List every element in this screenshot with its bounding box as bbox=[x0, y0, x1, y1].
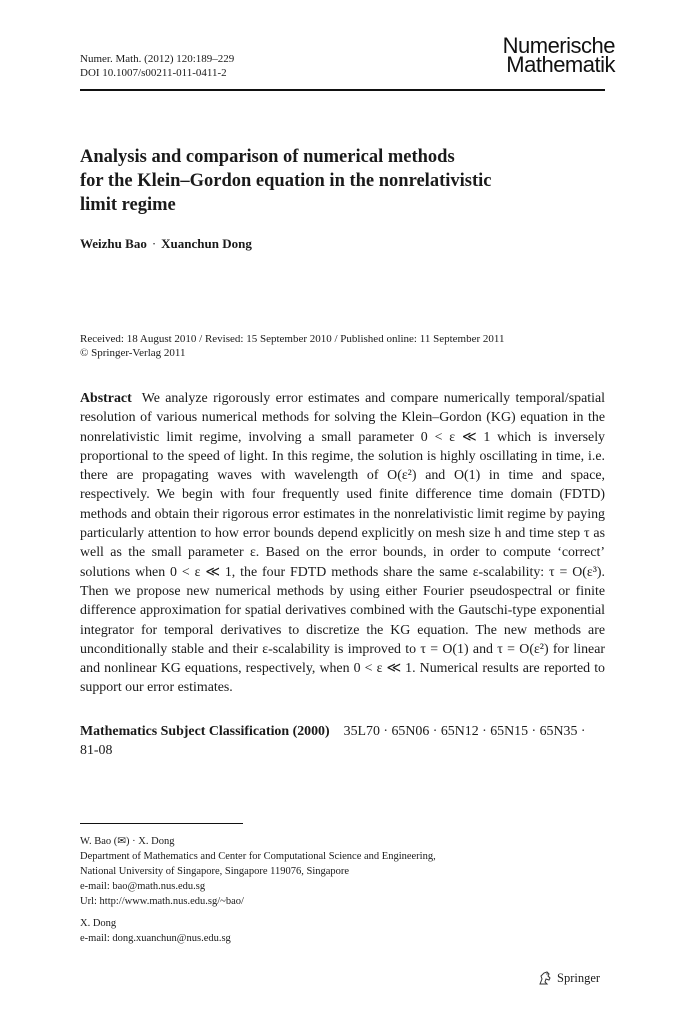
dates-line: Received: 18 August 2010 / Revised: 15 September 2010 / Published online: 11 September 2011 bbox=[80, 333, 505, 345]
author-affiliations bbox=[80, 834, 605, 946]
journal-logo-line1: Numerische bbox=[502, 33, 615, 58]
copyright-line: © Springer-Verlag 2011 bbox=[80, 347, 186, 359]
footnote-email[interactable]: e-mail: dong.xuanchun@nus.edu.sg bbox=[80, 933, 231, 944]
msc-codes: 35L70 · 65N06 · 65N12 · 65N15 · 65N35 · 81-08 bbox=[80, 724, 586, 759]
abstract bbox=[80, 389, 605, 698]
publisher-name: Springer bbox=[557, 970, 601, 985]
paper-title bbox=[80, 145, 605, 217]
journal-logo-line2: Mathematik bbox=[506, 52, 615, 77]
abstract-text: We analyze rigorously error estimates and compare numerically temporal/spatial resolution of various numerical methods for solving the Klein–Gordon (KG) equation in the nonrelativistic limit regime, involving a small parameter 0 < ε ≪ 1 which is inversely proportional to the speed of light. In this regime, the solution is highly oscillating in time, i.e. there are propagating waves with wavelength of O(ε²) and O(1) in time and space, respectively. We begin with four frequently used finite difference time domain (FDTD) methods and obtain their rigorous error estimates in the nonrelativistic limit regime by paying particularly attention to how error bounds depend explicitly on mesh size h and time step τ as well as the small parameter ε. Based on the error bounds, in order to compute ‘correct’ solutions when 0 < ε ≪ 1, the four FDTD methods share the same ε-scalability: τ = O(ε³). Then we propose new numerical methods by using either Fourier pseudospectral or finite difference approximation for spatial derivatives combined with the Gautschi-type exponential integrator for temporal derivatives to discretize the KG equation. The new methods are unconditionally stable and their ε-scalability is improved to τ = O(1) and τ = O(ε²) for linear and nonlinear KG equations, respectively, when 0 < ε ≪ 1. Numerical results are reported to support our error estimates. bbox=[80, 391, 605, 696]
springer-horse-icon bbox=[537, 970, 553, 986]
footnote-author2: X. Dong bbox=[80, 918, 117, 929]
title-line-3: limit regime bbox=[80, 195, 176, 215]
doi: DOI 10.1007/s00211-011-0411-2 bbox=[80, 67, 227, 79]
author-name: Weizhu Bao bbox=[80, 236, 147, 251]
msc-label: Mathematics Subject Classification (2000) bbox=[80, 724, 330, 739]
footnote-email[interactable]: e-mail: bao@math.nus.edu.sg bbox=[80, 881, 206, 892]
abstract-label: Abstract bbox=[80, 391, 132, 406]
citation: Numer. Math. (2012) 120:189–229 bbox=[80, 53, 235, 65]
footnote-department: Department of Mathematics and Center for Computational Science and Engineering, bbox=[80, 851, 436, 862]
footnote-university: National University of Singapore, Singapore 119076, Singapore bbox=[80, 866, 350, 877]
title-line-2: for the Klein–Gordon equation in the nonrelativistic bbox=[80, 171, 492, 191]
publisher-mark bbox=[537, 970, 600, 986]
footnote-gap bbox=[80, 909, 605, 916]
footnote-url[interactable]: Url: http://www.math.nus.edu.sg/~bao/ bbox=[80, 896, 244, 907]
journal-citation-block bbox=[80, 52, 234, 80]
journal-logo bbox=[480, 33, 615, 77]
author-separator: · bbox=[151, 236, 157, 251]
author-list bbox=[80, 236, 252, 252]
footnote-rule bbox=[80, 823, 243, 824]
author-name: Xuanchun Dong bbox=[161, 236, 252, 251]
msc-classification bbox=[80, 722, 605, 761]
footnote-authors: W. Bao (✉) · X. Dong bbox=[80, 836, 175, 847]
title-line-1: Analysis and comparison of numerical methods bbox=[80, 147, 455, 167]
publication-history bbox=[80, 332, 605, 360]
header-rule bbox=[80, 89, 605, 91]
